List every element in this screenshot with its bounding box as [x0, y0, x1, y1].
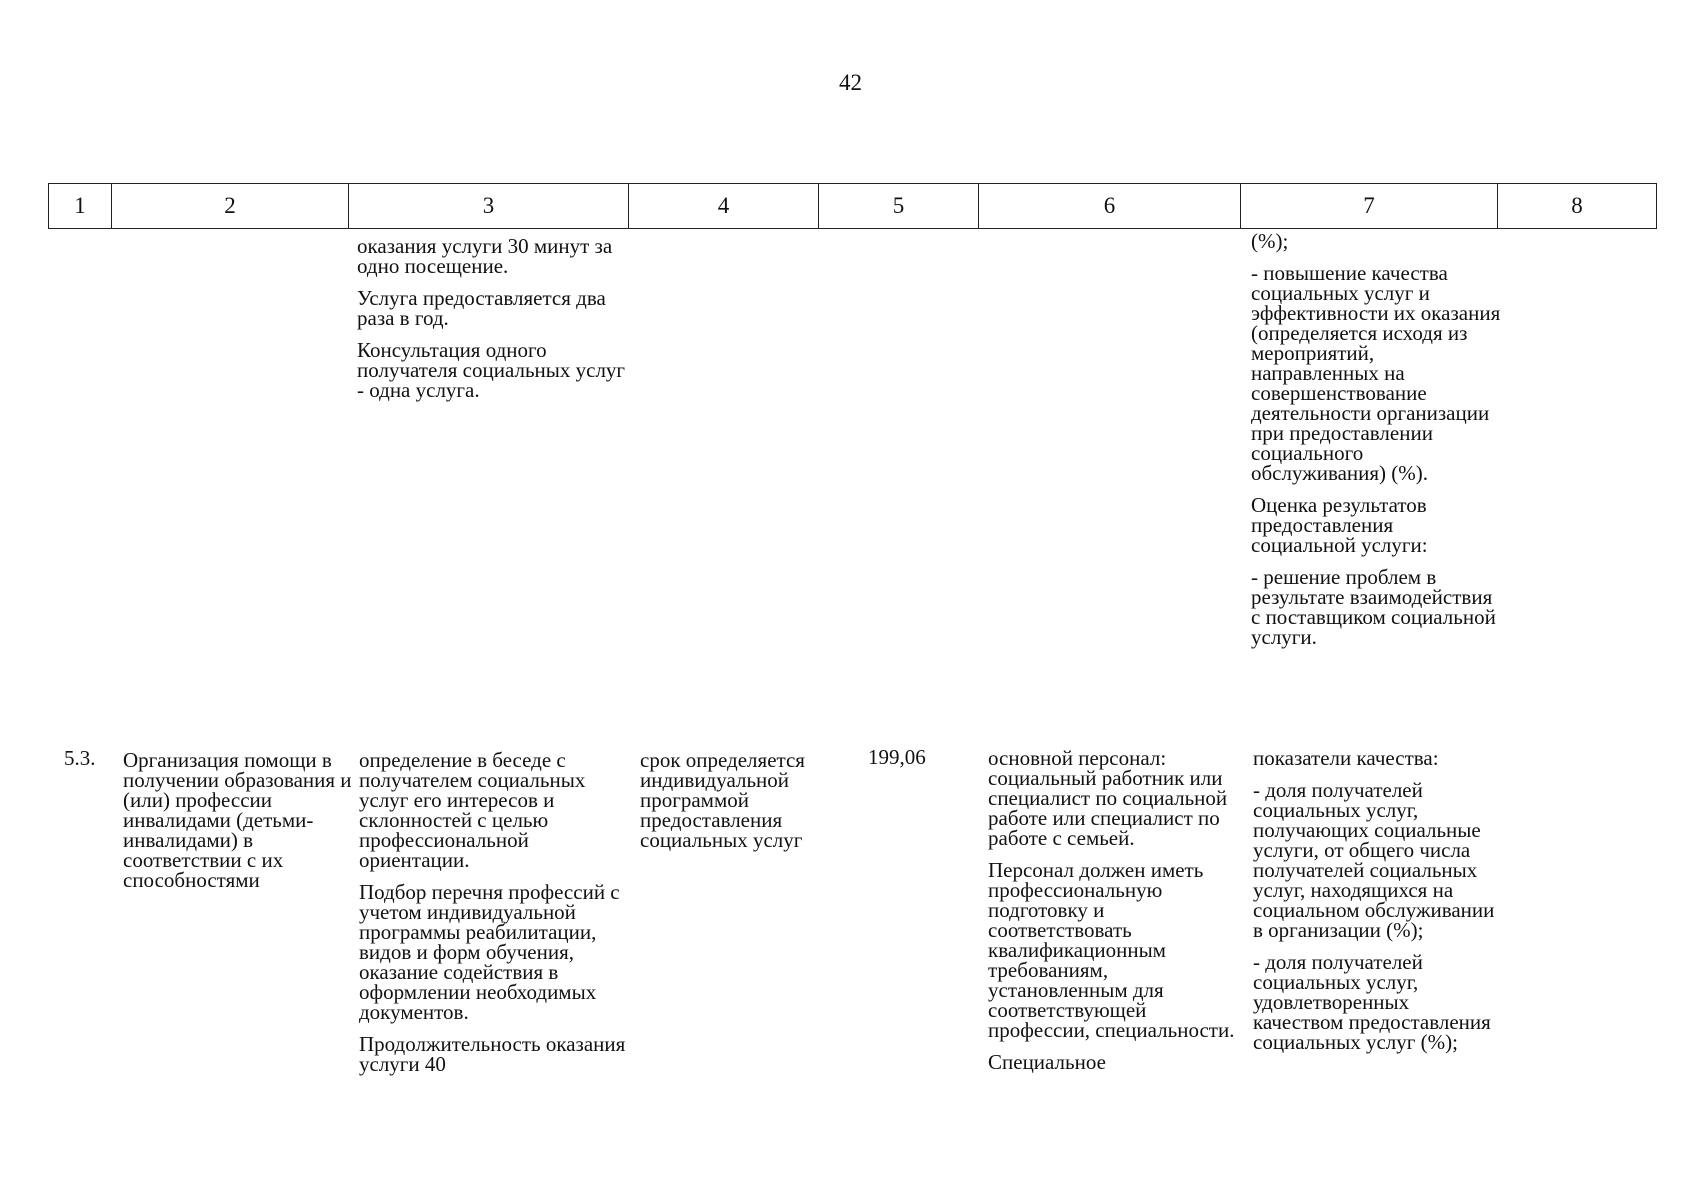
continuation-col7-paragraph: (%); [1251, 229, 1289, 253]
column-header-4: 4 [629, 184, 819, 229]
service-tariff: 199,06 [868, 745, 926, 769]
continuation-col7-paragraph: Оценка результатов предоставления социальной услуги: [1251, 493, 1428, 557]
column-header-1: 1 [49, 184, 112, 229]
continuation-col7-paragraph: - повышение качества социальных услуг и эффективности их оказания (определяется исходя из мероприятий, направленных на совершенствование деятельности организации при предоставлении социального обслуживания) (%). [1251, 261, 1501, 485]
personnel-requirements [988, 748, 1238, 1072]
personnel-paragraph: основной персонал: социальный работник или специалист по социальной работе или специалист по работе с семьей. [988, 746, 1228, 850]
service-description-paragraph: определение в беседе с получателем социальных услуг его интересов и склонностей с целью профессиональной ориентации. [359, 748, 586, 872]
continuation-col3-paragraph: Услуга предоставляется два раза в год. [357, 286, 606, 330]
row-number: 5.3. [64, 746, 96, 770]
column-header-7: 7 [1241, 184, 1498, 229]
column-header-3: 3 [349, 184, 629, 229]
table-header-row [48, 183, 1657, 229]
service-term: срок определяется индивидуальной программой предоставления социальных услуг [640, 748, 805, 852]
service-description-paragraph: Продолжительность оказания услуги 40 [359, 1032, 626, 1076]
service-description [359, 750, 639, 1074]
continuation-col7 [1251, 231, 1503, 647]
column-header-6: 6 [979, 184, 1241, 229]
quality-indicators [1253, 748, 1503, 1052]
service-description-paragraph: Подбор перечня профессий с учетом индивидуальной программы реабилитации, видов и форм обучения, оказание содействия в оформлении необходимых документов. [359, 880, 620, 1024]
service-name: Организация помощи в получении образования и (или) профессии инвалидами (детьми-инвалидами) в соответствии с их способностями [123, 748, 352, 892]
column-header-8: 8 [1498, 184, 1657, 229]
quality-paragraph: - доля получателей социальных услуг, удовлетворенных качеством предоставления социальных услуг (%); [1253, 950, 1491, 1054]
continuation-col7-paragraph: - решение проблем в результате взаимодействия с поставщиком социальной услуги. [1251, 565, 1496, 649]
page-number: 42 [839, 70, 862, 95]
column-header-5: 5 [819, 184, 979, 229]
personnel-paragraph: Персонал должен иметь профессиональную подготовку и соответствовать квалификационным требованиям, установленным для соответствующей профессии, специальности. [988, 858, 1235, 1042]
personnel-paragraph: Специальное [988, 1050, 1106, 1074]
continuation-col3-paragraph: Консультация одного получателя социальных услуг - одна услуга. [357, 338, 626, 402]
quality-paragraph: - доля получателей социальных услуг, получающих социальные услуги, от общего числа получателей социальных услуг, находящихся на социальном обслуживании в организации (%); [1253, 778, 1495, 942]
quality-paragraph: показатели качества: [1253, 746, 1439, 770]
continuation-col3 [357, 236, 637, 400]
column-header-2: 2 [112, 184, 349, 229]
continuation-col3-paragraph: оказания услуги 30 минут за одно посещение. [357, 234, 613, 278]
